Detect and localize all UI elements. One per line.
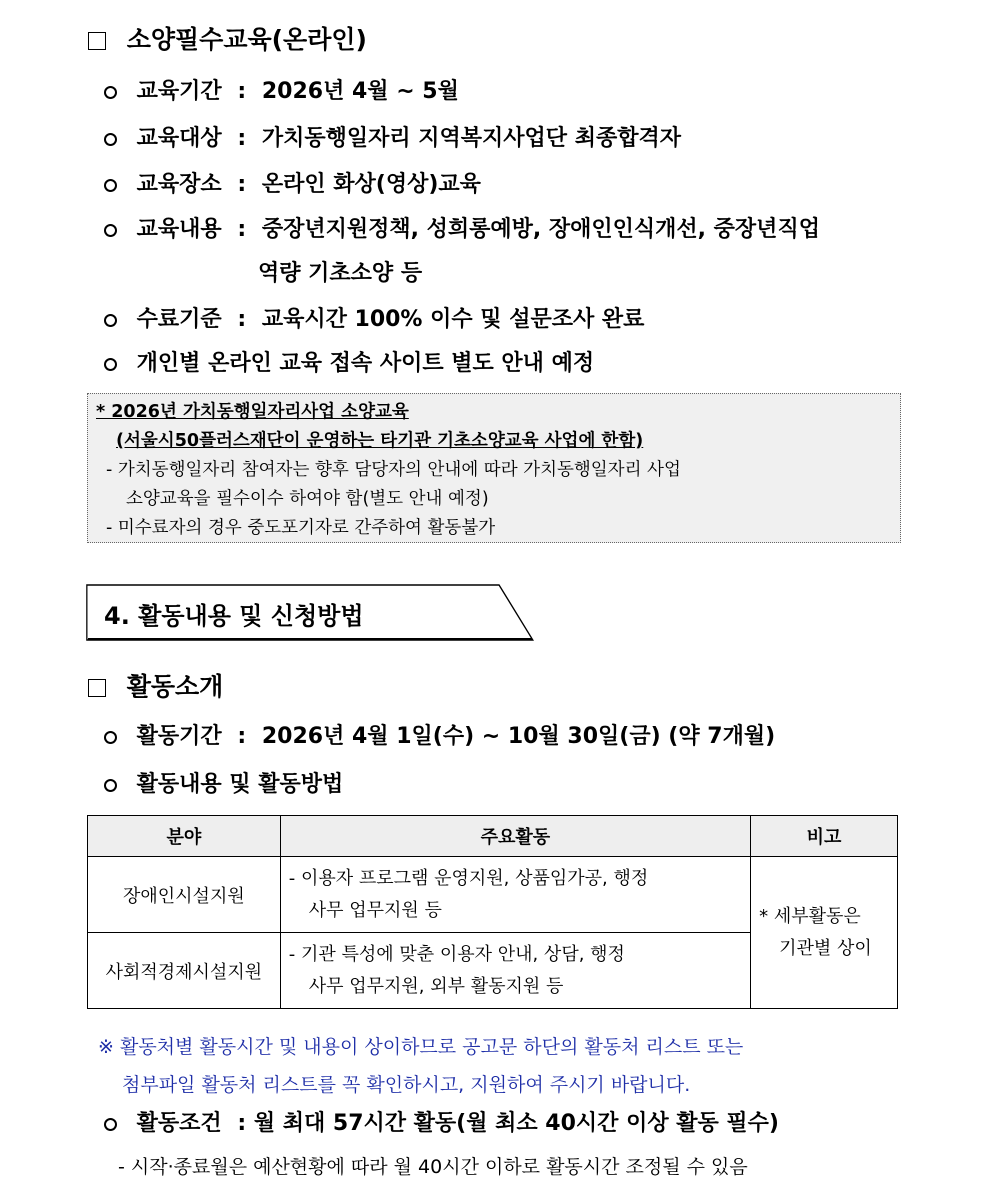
- section1-title-row: [88, 20, 367, 56]
- row-remark: [751, 857, 898, 1009]
- table-header-row: [88, 816, 898, 857]
- notice-line-1: ※ 활동처별 활동시간 및 내용이 상이하므로 공고문 하단의 활동처 리스트 또는: [98, 1036, 744, 1058]
- item-value: 중장년지원정책, 성희롱예방, 장애인인식개선, 중장년직업: [261, 217, 820, 242]
- activity-line: 사무 업무지원 등: [308, 899, 442, 921]
- activity-line: - 이용자 프로그램 운영지원, 상품임가공, 행정: [288, 867, 649, 889]
- item-label: 교육장소: [136, 172, 222, 197]
- circle-bullet-icon: [104, 133, 117, 146]
- list-item: [104, 74, 459, 105]
- row-activity: [280, 933, 750, 1009]
- circle-bullet-icon: [104, 358, 117, 371]
- item-label: 교육기간: [136, 79, 222, 104]
- circle-bullet-icon: [104, 86, 117, 99]
- circle-bullet-icon: [104, 731, 117, 744]
- colon: :: [237, 172, 247, 197]
- circle-bullet-icon: [104, 779, 117, 792]
- item-value-continued: 역량 기초소양 등: [258, 261, 423, 286]
- activity-line: - 기관 특성에 맞춘 이용자 안내, 상담, 행정: [288, 943, 625, 965]
- condition-sub: - 시작·종료월은 예산현황에 따라 월 40시간 이하로 활동시간 조정될 수 있음: [118, 1156, 748, 1178]
- header-activity: 주요활동: [280, 816, 750, 857]
- list-item: [104, 767, 343, 798]
- circle-bullet-icon: [104, 179, 117, 192]
- note-line-2: (서울시50플러스재단이 운영하는 타기관 기초소양교육 사업에 한함): [116, 431, 644, 451]
- item-label: 교육내용: [136, 217, 222, 242]
- item-value: : 월 최대 57시간 활동(월 최소 40시간 이상 활동 필수): [237, 1111, 779, 1136]
- item-text: 개인별 온라인 교육 접속 사이트 별도 안내 예정: [136, 351, 595, 376]
- remark-line: * 세부활동은: [759, 905, 861, 927]
- square-bullet-icon: [88, 32, 106, 50]
- header-remark: 비고: [751, 816, 898, 857]
- header-field: 분야: [88, 816, 281, 857]
- item-value: 가치동행일자리 지역복지사업단 최종합격자: [261, 126, 681, 151]
- item-label: 교육대상: [136, 126, 222, 151]
- note-line-4: 소양교육을 필수이수 하여야 함(별도 안내 예정): [126, 489, 489, 509]
- list-item: [104, 346, 594, 377]
- note-line-3: - 가치동행일자리 참여자는 향후 담당자의 안내에 따라 가치동행일자리 사업: [106, 460, 681, 480]
- list-item: [104, 719, 775, 750]
- circle-bullet-icon: [104, 314, 117, 327]
- circle-bullet-icon: [104, 1118, 117, 1131]
- colon: :: [237, 79, 247, 104]
- activity-table: [87, 815, 898, 1009]
- item-label: 수료기준: [136, 307, 222, 332]
- note-line-5: - 미수료자의 경우 중도포기자로 간주하여 활동불가: [106, 518, 496, 538]
- row-field: 장애인시설지원: [88, 857, 281, 933]
- list-item: [104, 121, 681, 152]
- activity-line: 사무 업무지원, 외부 활동지원 등: [308, 975, 564, 997]
- item-label: 활동기간: [136, 724, 222, 749]
- item-value: 2026년 4월 ~ 5월: [261, 79, 459, 104]
- row-field: 사회적경제시설지원: [88, 933, 281, 1009]
- item-label: 활동조건: [136, 1111, 222, 1136]
- row-activity: [280, 857, 750, 933]
- colon: :: [237, 217, 247, 242]
- square-bullet-icon: [88, 679, 106, 697]
- notice-line-2: 첨부파일 활동처 리스트를 꼭 확인하시고, 지원하여 주시기 바랍니다.: [122, 1074, 691, 1096]
- note-box: [87, 393, 901, 543]
- table-row: [88, 857, 898, 933]
- item-value: 2026년 4월 1일(수) ~ 10월 30일(금) (약 7개월): [261, 724, 776, 749]
- note-line-1: * 2026년 가치동행일자리사업 소양교육: [96, 402, 409, 422]
- item-value: 교육시간 100% 이수 및 설문조사 완료: [261, 307, 645, 332]
- list-item: [104, 212, 820, 243]
- remark-line: 기관별 상이: [779, 937, 872, 959]
- colon: :: [237, 126, 247, 151]
- circle-bullet-icon: [104, 224, 117, 237]
- item-text: 활동내용 및 활동방법: [136, 772, 344, 797]
- list-item: [104, 167, 481, 198]
- section4-subtitle: 활동소개: [126, 672, 224, 701]
- item-value: 온라인 화상(영상)교육: [261, 172, 481, 197]
- list-item: [104, 1106, 779, 1137]
- section4-heading: 4. 활동내용 및 신청방법: [104, 602, 364, 630]
- list-item: [104, 302, 644, 333]
- colon: :: [237, 307, 247, 332]
- section1-title: 소양필수교육(온라인): [126, 25, 367, 54]
- section4-subtitle-row: [88, 667, 223, 703]
- colon: :: [237, 724, 247, 749]
